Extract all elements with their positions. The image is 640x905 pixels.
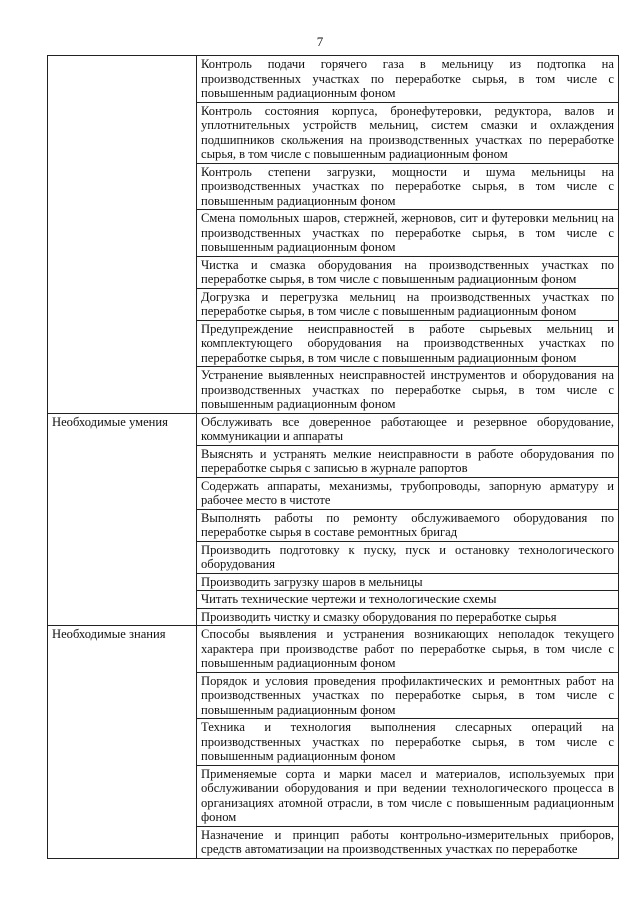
table-row bbox=[48, 56, 619, 103]
list-item: Порядок и условия проведения профилактических и ремонтных работ на производственных участках по переработке сырья, в том числе с повышенным радиационным фоном bbox=[197, 672, 619, 719]
list-item: Назначение и принцип работы контрольно-измерительных приборов, средств автоматизации на производственных участках по переработке bbox=[197, 826, 619, 858]
list-item: Догрузка и перегрузка мельниц на производственных участках по переработке сырья, в том числе с повышенным радиационным фоном bbox=[197, 288, 619, 320]
list-item: Выполнять работы по ремонту обслуживаемого оборудования по переработке сырья в составе ремонтных бригад bbox=[197, 509, 619, 541]
table-row bbox=[48, 626, 619, 673]
section-label bbox=[48, 56, 197, 414]
section-label-skills: Необходимые умения bbox=[48, 413, 197, 626]
list-item: Техника и технология выполнения слесарных операций на производственных участках по переработке сырья, в том числе с повышенным радиационным фоном bbox=[197, 719, 619, 766]
list-item: Контроль состояния корпуса, бронефутеровки, редуктора, валов и уплотнительных устройств мельниц, систем смазки и охлаждения подшипников скольжения на производственных участках по переработке сырья, в том числе с повышенным радиационным фоном bbox=[197, 102, 619, 163]
list-item: Выяснять и устранять мелкие неисправности в работе оборудования по переработке сырья с записью в журнале рапортов bbox=[197, 445, 619, 477]
table-row bbox=[48, 413, 619, 445]
list-item: Предупреждение неисправностей в работе сырьевых мельниц и комплектующего оборудования на производственных участках по переработке сырья, в том числе с повышенным радиационным фоном bbox=[197, 320, 619, 367]
list-item: Способы выявления и устранения возникающих неполадок текущего характера при производстве работ по переработке сырья, в том числе с повышенным радиационным фоном bbox=[197, 626, 619, 673]
page-number: 7 bbox=[316, 34, 324, 49]
list-item: Устранение выявленных неисправностей инструментов и оборудования на производственных участках по переработке сырья, в том числе с повышенным радиационным фоном bbox=[197, 367, 619, 414]
list-item: Производить загрузку шаров в мельницы bbox=[197, 573, 619, 591]
list-item: Смена помольных шаров, стержней, жерновов, сит и футеровки мельниц на производственных участках по переработке сырья, в том числе с повышенным радиационным фоном bbox=[197, 210, 619, 257]
list-item: Контроль подачи горячего газа в мельницу из подтопка на производственных участках по переработке сырья, в том числе с повышенным радиационным фоном bbox=[197, 56, 619, 103]
list-item: Производить подготовку к пуску, пуск и остановку технологического оборудования bbox=[197, 541, 619, 573]
list-item: Применяемые сорта и марки масел и материалов, используемых при обслуживании оборудования и при ведении технологического процесса в организациях атомной отрасли, в том числе с повышенным радиационным фоном bbox=[197, 765, 619, 826]
list-item: Контроль степени загрузки, мощности и шума мельницы на производственных участках по переработке сырья, в том числе с повышенным радиационным фоном bbox=[197, 163, 619, 210]
competency-table bbox=[47, 55, 619, 859]
list-item: Читать технические чертежи и технологические схемы bbox=[197, 591, 619, 609]
list-item: Чистка и смазка оборудования на производственных участках по переработке сырья, в том числе с повышенным радиационным фоном bbox=[197, 256, 619, 288]
list-item: Содержать аппараты, механизмы, трубопроводы, запорную арматуру и рабочее место в чистоте bbox=[197, 477, 619, 509]
section-label-knowledge: Необходимые знания bbox=[48, 626, 197, 859]
list-item: Производить чистку и смазку оборудования по переработке сырья bbox=[197, 608, 619, 626]
list-item: Обслуживать все доверенное работающее и резервное оборудование, коммуникации и аппараты bbox=[197, 413, 619, 445]
